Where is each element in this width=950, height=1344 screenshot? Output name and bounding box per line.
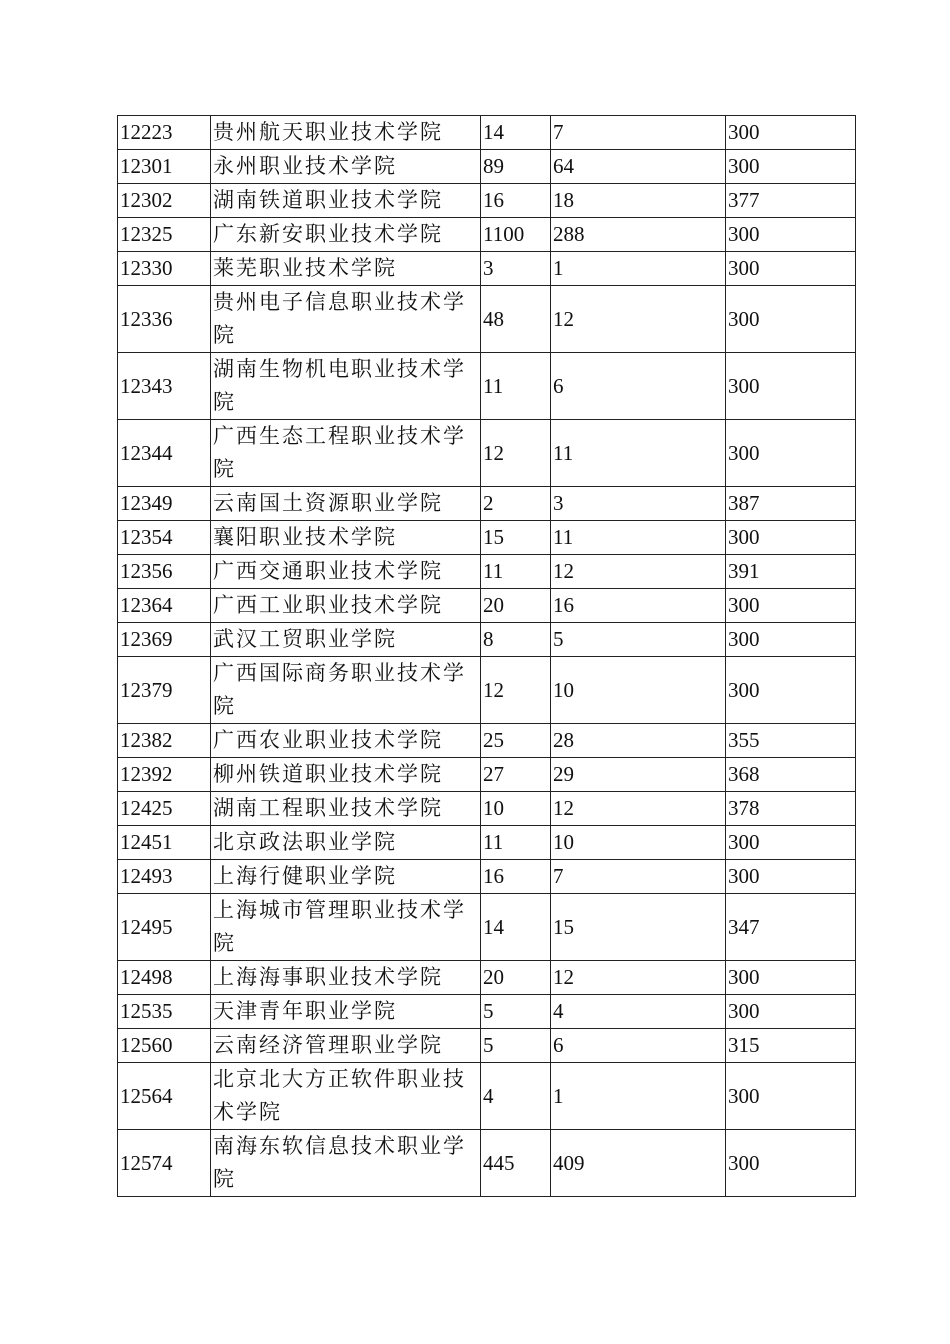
value-c-cell: 300 — [726, 961, 856, 995]
value-c-cell: 300 — [726, 1130, 856, 1197]
table-row — [118, 724, 856, 758]
value-c-cell: 378 — [726, 792, 856, 826]
document-page — [117, 115, 856, 1197]
value-c-cell: 300 — [726, 252, 856, 286]
value-c-cell: 300 — [726, 657, 856, 724]
table-row — [118, 623, 856, 657]
value-a-cell: 2 — [481, 487, 551, 521]
value-c-cell: 300 — [726, 150, 856, 184]
value-a-cell: 20 — [481, 589, 551, 623]
institution-code-cell: 12330 — [118, 252, 211, 286]
value-a-cell: 10 — [481, 792, 551, 826]
institution-name-cell: 上海行健职业学院 — [211, 860, 481, 894]
institution-code-cell: 12574 — [118, 1130, 211, 1197]
data-table — [117, 115, 856, 1197]
value-b-cell: 18 — [551, 184, 726, 218]
institution-name-cell: 湖南生物机电职业技术学院 — [211, 353, 481, 420]
institution-name-cell: 永州职业技术学院 — [211, 150, 481, 184]
table-row — [118, 555, 856, 589]
value-b-cell: 6 — [551, 1029, 726, 1063]
institution-code-cell: 12349 — [118, 487, 211, 521]
institution-code-cell: 12344 — [118, 420, 211, 487]
value-a-cell: 4 — [481, 1063, 551, 1130]
institution-code-cell: 12425 — [118, 792, 211, 826]
value-b-cell: 10 — [551, 657, 726, 724]
institution-name-cell: 北京政法职业学院 — [211, 826, 481, 860]
table-row — [118, 218, 856, 252]
table-row — [118, 353, 856, 420]
value-b-cell: 288 — [551, 218, 726, 252]
value-b-cell: 6 — [551, 353, 726, 420]
institution-code-cell: 12343 — [118, 353, 211, 420]
value-a-cell: 5 — [481, 995, 551, 1029]
table-row — [118, 1063, 856, 1130]
value-c-cell: 300 — [726, 1063, 856, 1130]
institution-code-cell: 12356 — [118, 555, 211, 589]
value-a-cell: 48 — [481, 286, 551, 353]
institution-name-cell: 湖南工程职业技术学院 — [211, 792, 481, 826]
value-c-cell: 300 — [726, 995, 856, 1029]
value-c-cell: 300 — [726, 521, 856, 555]
institution-code-cell: 12498 — [118, 961, 211, 995]
value-a-cell: 89 — [481, 150, 551, 184]
value-a-cell: 14 — [481, 116, 551, 150]
institution-name-cell: 莱芜职业技术学院 — [211, 252, 481, 286]
institution-name-cell: 贵州电子信息职业技术学院 — [211, 286, 481, 353]
value-c-cell: 300 — [726, 218, 856, 252]
institution-code-cell: 12354 — [118, 521, 211, 555]
table-row — [118, 521, 856, 555]
institution-name-cell: 广西生态工程职业技术学院 — [211, 420, 481, 487]
value-b-cell: 7 — [551, 860, 726, 894]
institution-name-cell: 天津青年职业学院 — [211, 995, 481, 1029]
value-c-cell: 300 — [726, 826, 856, 860]
table-row — [118, 961, 856, 995]
table-row — [118, 286, 856, 353]
table-row — [118, 589, 856, 623]
table-row — [118, 487, 856, 521]
institution-name-cell: 柳州铁道职业技术学院 — [211, 758, 481, 792]
institution-code-cell: 12451 — [118, 826, 211, 860]
table-row — [118, 894, 856, 961]
table-row — [118, 860, 856, 894]
table-row — [118, 150, 856, 184]
institution-code-cell: 12564 — [118, 1063, 211, 1130]
value-a-cell: 8 — [481, 623, 551, 657]
institution-code-cell: 12302 — [118, 184, 211, 218]
institution-name-cell: 广东新安职业技术学院 — [211, 218, 481, 252]
institution-code-cell: 12379 — [118, 657, 211, 724]
institution-code-cell: 12560 — [118, 1029, 211, 1063]
institution-name-cell: 南海东软信息技术职业学院 — [211, 1130, 481, 1197]
value-b-cell: 1 — [551, 1063, 726, 1130]
value-b-cell: 28 — [551, 724, 726, 758]
table-row — [118, 252, 856, 286]
value-a-cell: 11 — [481, 353, 551, 420]
value-b-cell: 12 — [551, 961, 726, 995]
institution-name-cell: 武汉工贸职业学院 — [211, 623, 481, 657]
value-b-cell: 7 — [551, 116, 726, 150]
value-b-cell: 12 — [551, 555, 726, 589]
value-c-cell: 300 — [726, 589, 856, 623]
value-c-cell: 377 — [726, 184, 856, 218]
value-a-cell: 12 — [481, 657, 551, 724]
value-a-cell: 11 — [481, 555, 551, 589]
value-c-cell: 300 — [726, 353, 856, 420]
institution-name-cell: 上海城市管理职业技术学院 — [211, 894, 481, 961]
value-a-cell: 5 — [481, 1029, 551, 1063]
value-a-cell: 445 — [481, 1130, 551, 1197]
value-b-cell: 11 — [551, 420, 726, 487]
value-a-cell: 11 — [481, 826, 551, 860]
institution-name-cell: 云南经济管理职业学院 — [211, 1029, 481, 1063]
value-c-cell: 387 — [726, 487, 856, 521]
value-b-cell: 29 — [551, 758, 726, 792]
value-c-cell: 368 — [726, 758, 856, 792]
table-row — [118, 420, 856, 487]
value-b-cell: 409 — [551, 1130, 726, 1197]
value-c-cell: 300 — [726, 286, 856, 353]
value-b-cell: 10 — [551, 826, 726, 860]
value-b-cell: 4 — [551, 995, 726, 1029]
value-b-cell: 12 — [551, 286, 726, 353]
value-b-cell: 12 — [551, 792, 726, 826]
value-a-cell: 25 — [481, 724, 551, 758]
value-c-cell: 355 — [726, 724, 856, 758]
value-b-cell: 16 — [551, 589, 726, 623]
value-b-cell: 64 — [551, 150, 726, 184]
institution-code-cell: 12336 — [118, 286, 211, 353]
institution-name-cell: 广西交通职业技术学院 — [211, 555, 481, 589]
value-a-cell: 12 — [481, 420, 551, 487]
value-c-cell: 300 — [726, 116, 856, 150]
institution-code-cell: 12223 — [118, 116, 211, 150]
value-c-cell: 300 — [726, 420, 856, 487]
table-row — [118, 1029, 856, 1063]
value-a-cell: 1100 — [481, 218, 551, 252]
table-row — [118, 657, 856, 724]
table-row — [118, 826, 856, 860]
institution-code-cell: 12364 — [118, 589, 211, 623]
value-a-cell: 16 — [481, 184, 551, 218]
value-a-cell: 16 — [481, 860, 551, 894]
value-c-cell: 300 — [726, 860, 856, 894]
value-a-cell: 15 — [481, 521, 551, 555]
value-b-cell: 3 — [551, 487, 726, 521]
value-b-cell: 11 — [551, 521, 726, 555]
value-c-cell: 391 — [726, 555, 856, 589]
value-a-cell: 20 — [481, 961, 551, 995]
value-a-cell: 27 — [481, 758, 551, 792]
institution-code-cell: 12493 — [118, 860, 211, 894]
institution-name-cell: 贵州航天职业技术学院 — [211, 116, 481, 150]
value-b-cell: 5 — [551, 623, 726, 657]
institution-name-cell: 湖南铁道职业技术学院 — [211, 184, 481, 218]
institution-name-cell: 襄阳职业技术学院 — [211, 521, 481, 555]
institution-name-cell: 广西国际商务职业技术学院 — [211, 657, 481, 724]
value-a-cell: 14 — [481, 894, 551, 961]
institution-code-cell: 12495 — [118, 894, 211, 961]
table-row — [118, 792, 856, 826]
table-row — [118, 184, 856, 218]
institution-code-cell: 12301 — [118, 150, 211, 184]
value-b-cell: 15 — [551, 894, 726, 961]
institution-code-cell: 12369 — [118, 623, 211, 657]
institution-code-cell: 12535 — [118, 995, 211, 1029]
institution-code-cell: 12325 — [118, 218, 211, 252]
table-row — [118, 995, 856, 1029]
institution-name-cell: 云南国土资源职业学院 — [211, 487, 481, 521]
value-c-cell: 315 — [726, 1029, 856, 1063]
institution-name-cell: 广西工业职业技术学院 — [211, 589, 481, 623]
table-row — [118, 758, 856, 792]
institution-name-cell: 上海海事职业技术学院 — [211, 961, 481, 995]
table-row — [118, 1130, 856, 1197]
institution-code-cell: 12382 — [118, 724, 211, 758]
table-row — [118, 116, 856, 150]
value-c-cell: 300 — [726, 623, 856, 657]
value-a-cell: 3 — [481, 252, 551, 286]
value-b-cell: 1 — [551, 252, 726, 286]
institution-name-cell: 北京北大方正软件职业技术学院 — [211, 1063, 481, 1130]
table-body — [118, 116, 856, 1197]
institution-name-cell: 广西农业职业技术学院 — [211, 724, 481, 758]
value-c-cell: 347 — [726, 894, 856, 961]
institution-code-cell: 12392 — [118, 758, 211, 792]
